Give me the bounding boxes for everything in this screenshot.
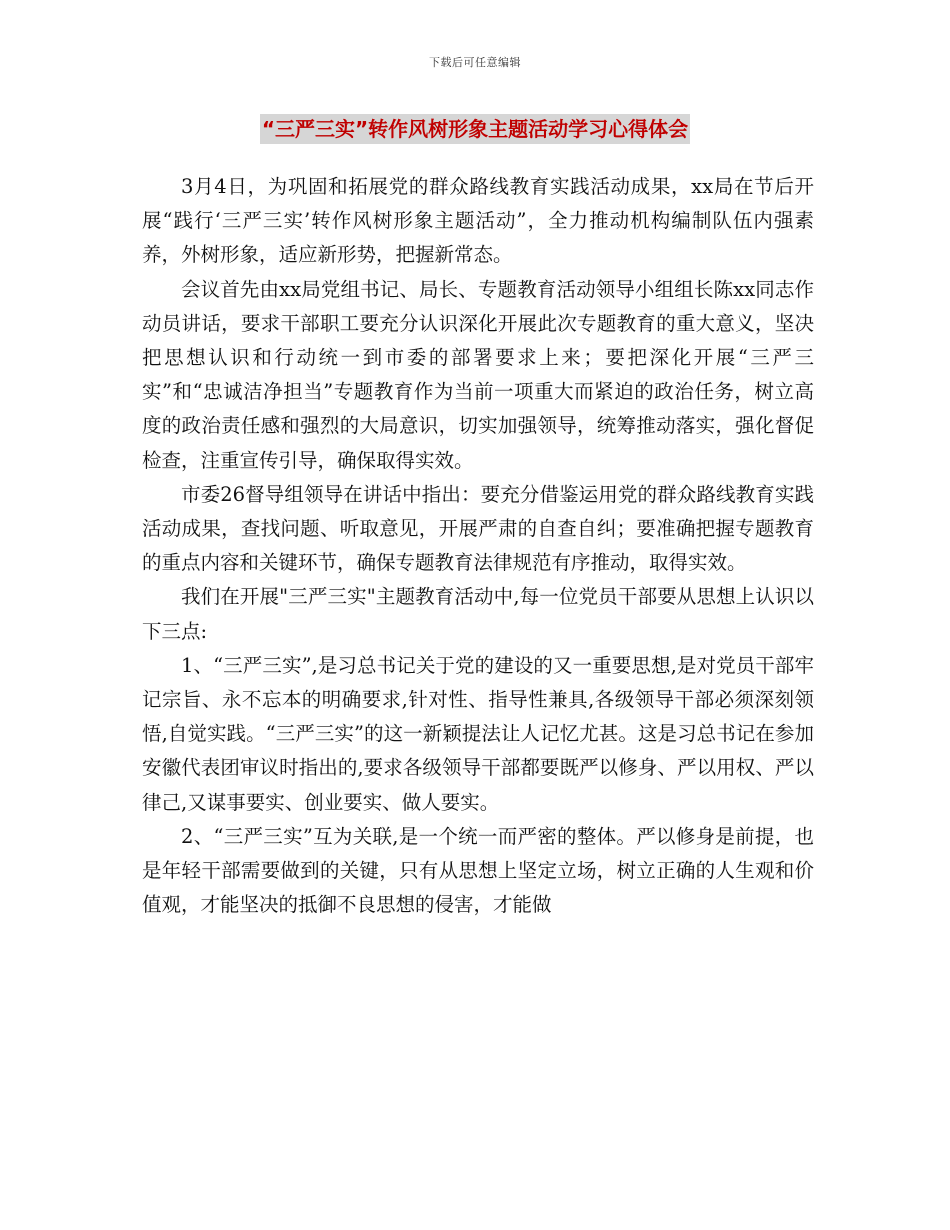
paragraph-4: 我们在开展"三严三实"主题教育活动中,每一位党员干部要从思想上认识以下三点: <box>142 585 814 643</box>
paragraph-6: 2、“三严三实”互为关联,是一个统一而严密的整体。严以修身是前提，也是年轻干部需要做到的关键，只有从思想上坚定立场，树立正确的人生观和价值观，才能坚决的抵御不良思想的侵害，才能做 <box>142 824 814 917</box>
header-note: 下载后可任意编辑 <box>429 56 521 69</box>
paragraph-3: 市委26督导组领导在讲话中指出：要充分借鉴运用党的群众路线教育实践活动成果，查找问题、听取意见，开展严肃的自查自纠；要准确把握专题教育的重点内容和关键环节，确保专题教育法律规范有序推动，取得实效。 <box>142 482 814 575</box>
document-title: “三严三实”转作风树形象主题活动学习心得体会 <box>260 114 690 144</box>
document-body <box>142 170 814 922</box>
paragraph-2: 会议首先由xx局党组书记、局长、专题教育活动领导小组组长陈xx同志作动员讲话，要求干部职工要充分认识深化开展此次专题教育的重大意义，坚决把思想认识和行动统一到市委的部署要求上来；要把深化开展“三严三实”和“忠诚洁净担当”专题教育作为当前一项重大而紧迫的政治任务，树立高度的政治责任感和强烈的大局意识，切实加强领导，统筹推动落实，强化督促检查，注重宣传引导，确保取得实效。 <box>142 277 814 472</box>
paragraph-1: 3月4日，为巩固和拓展党的群众路线教育实践活动成果，xx局在节后开展“践行‘三严三实’转作风树形象主题活动”，全力推动机构编制队伍内强素养，外树形象，适应新形势，把握新常态。 <box>142 175 814 267</box>
paragraph-5: 1、“三严三实”,是习总书记关于党的建设的又一重要思想,是对党员干部牢记宗旨、永不忘本的明确要求,针对性、指导性兼具,各级领导干部必须深刻领悟,自觉实践。“三严三实”的这一新颖提法让人记忆尤甚。这是习总书记在参加安徽代表团审议时指出的,要求各级领导干部都要既严以修身、严以用权、严以律己,又谋事要实、创业要实、做人要实。 <box>142 653 814 814</box>
title-wrap <box>0 114 950 144</box>
